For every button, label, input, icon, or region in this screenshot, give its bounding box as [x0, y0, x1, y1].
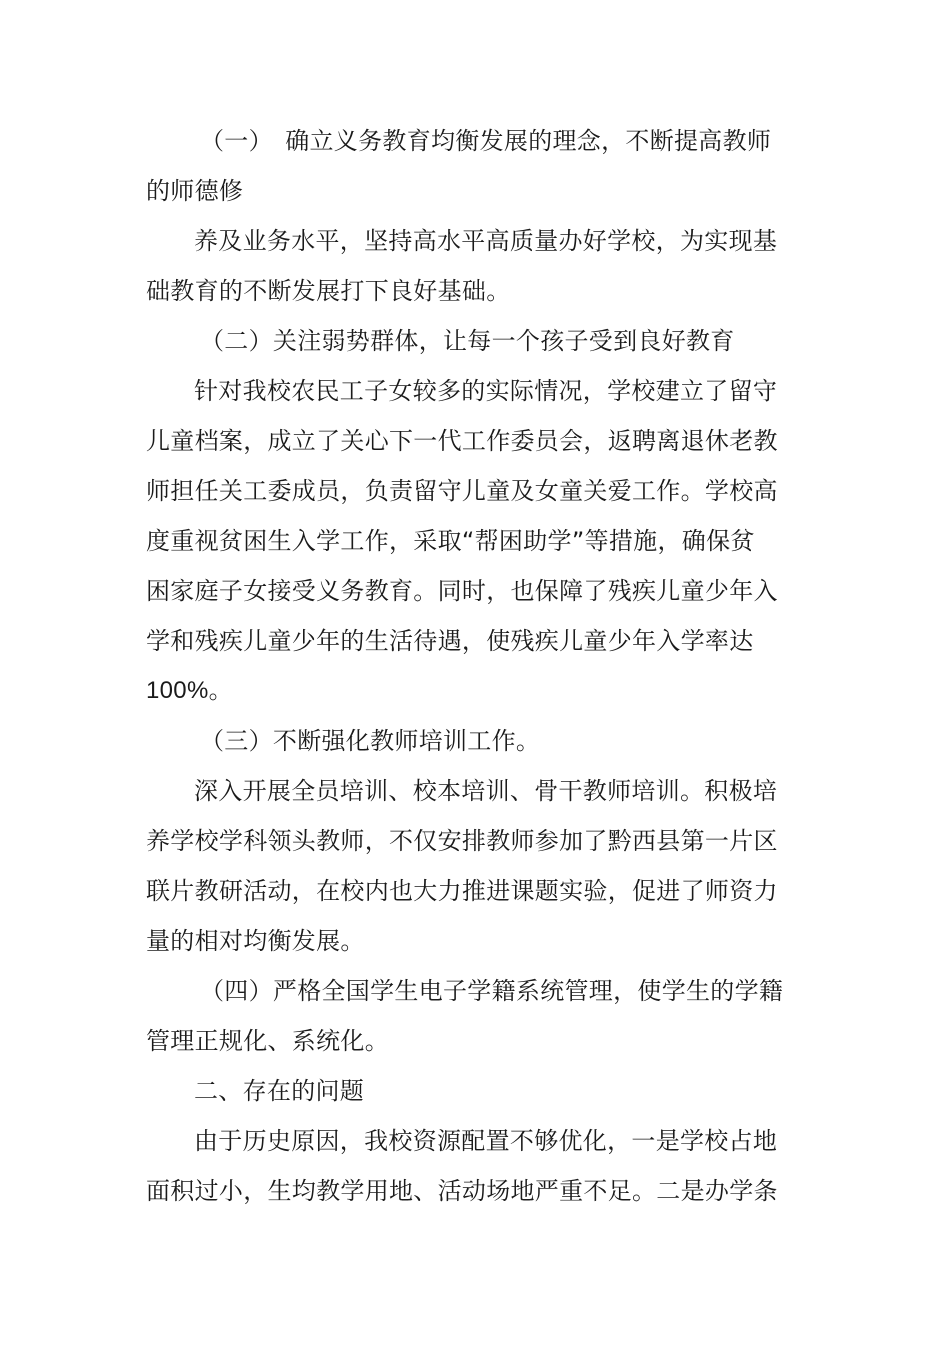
section-heading-problems: 二、存在的问题	[194, 1077, 365, 1105]
text-line-2: 的师德修	[146, 177, 244, 205]
text-line-19: 管理正规化、系统化。	[146, 1027, 389, 1055]
text-line-14: 深入开展全员培训、校本培训、骨干教师培训。积极培	[194, 777, 778, 805]
text-line-12: 100%。	[146, 677, 233, 704]
text-line-9: 度重视贫困生入学工作，采取“帮困助学”等措施，确保贫	[146, 527, 755, 555]
text-line-17: 量的相对均衡发展。	[146, 927, 365, 955]
text-line-1: （一） 确立义务教育均衡发展的理念，不断提高教师	[200, 127, 772, 155]
text-line-10: 困家庭子女接受义务教育。同时，也保障了残疾儿童少年入	[146, 577, 778, 605]
text-line-6: 针对我校农民工子女较多的实际情况，学校建立了留守	[194, 377, 778, 405]
section-heading-3: （三）不断强化教师培训工作。	[200, 727, 541, 755]
text-line-11: 学和残疾儿童少年的生活待遇，使残疾儿童少年入学率达	[146, 627, 754, 655]
text-line-3: 养及业务水平，坚持高水平高质量办好学校，为实现基	[194, 227, 778, 255]
text-line-21: 由于历史原因，我校资源配置不够优化，一是学校占地	[194, 1127, 778, 1155]
text-line-7: 儿童档案，成立了关心下一代工作委员会，返聘离退休老教	[146, 427, 778, 455]
text-line-22: 面积过小，生均教学用地、活动场地严重不足。二是办学条	[146, 1177, 778, 1205]
text-line-16: 联片教研活动，在校内也大力推进课题实验，促进了师资力	[146, 877, 778, 905]
text-line-8: 师担任关工委成员，负责留守儿童及女童关爱工作。学校高	[146, 477, 778, 505]
section-heading-4: （四）严格全国学生电子学籍系统管理，使学生的学籍	[200, 977, 784, 1005]
section-heading-2: （二）关注弱势群体，让每一个孩子受到良好教育	[200, 327, 735, 355]
text-line-4: 础教育的不断发展打下良好基础。	[146, 277, 511, 305]
text-line-15: 养学校学科领头教师，不仅安排教师参加了黔西县第一片区	[146, 827, 778, 855]
